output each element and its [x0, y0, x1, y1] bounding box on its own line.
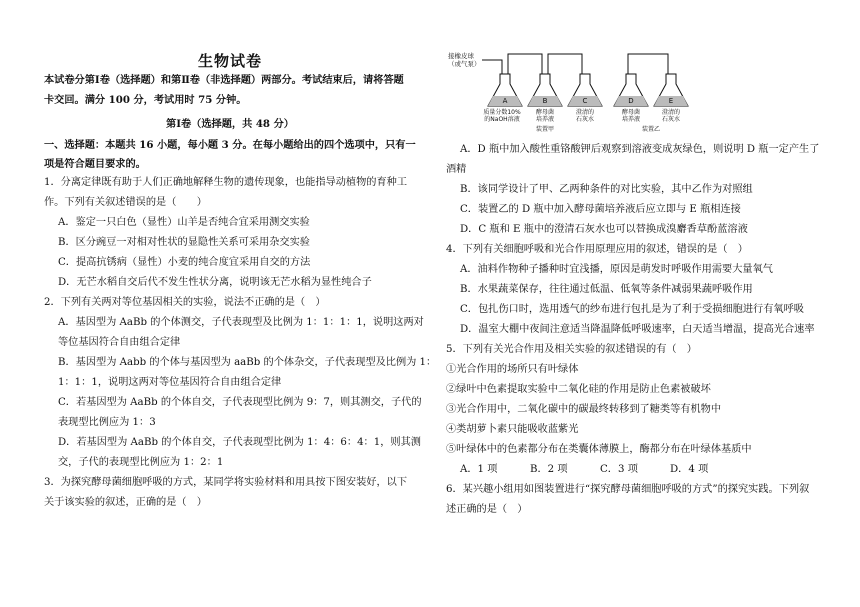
- q1-stem-2: 作。下列有关叙述错误的是（ ）: [44, 197, 207, 208]
- q3-option-c: C．装置乙的 D 瓶中加入酵母菌培养液后应立即与 E 瓶相连接: [460, 204, 741, 215]
- flask-label: 的NaOH溶液: [484, 116, 520, 123]
- q6-stem-1: 6．某兴趣小组用如图装置进行“探究酵母菌细胞呼吸的方式”的探究实践。下列叙: [446, 484, 810, 495]
- q5-item: ①光合作用的场所只有叶绿体: [446, 364, 579, 375]
- flask-letter: D: [628, 97, 634, 105]
- q3-option-d: D．C 瓶和 E 瓶中的澄清石灰水也可以替换成溴麝香草酚蓝溶液: [460, 224, 748, 235]
- q2-line: A．基因型为 AaBb 的个体测交，子代表现型及比例为 1：1：1：1，说明这两对: [58, 317, 424, 328]
- q3-stem-1: 3．为探究酵母菌细胞呼吸的方式，某同学将实验材料和用具按下图安装好，以下: [44, 477, 408, 488]
- q2-line: D．若基因型为 AaBb 的个体自交，子代表现型比例为 1：4：6：4：1，则其测: [58, 437, 421, 448]
- q2-line: 1：1：1，说明这两对等位基因符合自由组合定律: [58, 377, 282, 388]
- q3-stem-2: 关于该实验的叙述，正确的是（ ）: [44, 497, 207, 508]
- q2-line: C．若基因型为 AaBb 的个体自交，子代表现型比例为 9：7，则其测交，子代的: [58, 397, 422, 408]
- flask-label: 澄清的: [575, 109, 595, 116]
- q5-item: ③光合作用中，二氧化碳中的碳最终转移到了糖类等有机物中: [446, 404, 722, 415]
- q2-line: B．基因型为 Aabb 的个体与基因型为 aaBb 的个体杂交，子代表现型及比例为 1：: [58, 357, 437, 368]
- q2-stem: 2．下列有关两对等位基因相关的实验，说法不正确的是（ ）: [44, 297, 326, 308]
- intro-line-1: 本试卷分第Ⅰ卷（选择题）和第Ⅱ卷（非选择题）两部分。考试结束后，请将答题: [44, 74, 404, 86]
- connecting-tubes: [482, 54, 668, 74]
- q4-option-a: A．油料作物种子播种时宜浅播，原因是萌发时呼吸作用需要大量氧气: [460, 264, 773, 275]
- q3-option-a-1: A．D 瓶中加入酸性重铬酸钾后观察到溶液变成灰绿色，则说明 D 瓶一定产生了: [460, 144, 820, 155]
- q5-option-b: B．2 项: [530, 464, 568, 475]
- q5-item: ⑤叶绿体中的色素都分布在类囊体薄膜上，酶都分布在叶绿体基质中: [446, 444, 752, 455]
- q2-line: 等位基因符合自由组合定律: [58, 337, 181, 348]
- flask-letter: E: [668, 97, 674, 105]
- part1-heading: 第Ⅰ卷（选择题，共 48 分）: [166, 118, 294, 130]
- flask-label: 培养液: [535, 116, 555, 123]
- section1-line-2: 项是符合题目要求的。: [44, 158, 146, 170]
- q1-stem-1: 1．分离定律既有助于人们正确地解释生物的遗传现象，也能指导动植物的育种工: [44, 177, 408, 188]
- flask-letter: B: [542, 97, 548, 105]
- q2-line: 表现型比例应为 1：3: [58, 417, 156, 428]
- device-label-1: 装置甲: [535, 126, 555, 133]
- q5-item: ②绿叶中色素提取实验中二氧化硅的作用是防止色素被破坏: [446, 384, 711, 395]
- q4-option-c: C．包扎伤口时，选用透气的纱布进行包扎是为了利于受损细胞进行有氧呼吸: [460, 304, 804, 315]
- pump-label-2: （或气泵）: [448, 60, 481, 68]
- flask-letter: C: [582, 97, 588, 105]
- q4-stem: 4．下列有关细胞呼吸和光合作用原理应用的叙述，错误的是（ ）: [446, 244, 748, 255]
- intro-line-2: 卡交回。满分 100 分，考试用时 75 分钟。: [44, 94, 247, 106]
- q5-stem: 5．下列有关光合作用及相关实验的叙述错误的有（ ）: [446, 344, 697, 355]
- flask-label: 石灰水: [575, 116, 595, 123]
- q5-option-d: D．4 项: [670, 464, 709, 475]
- flask-letter: A: [502, 97, 508, 105]
- flask-label: 质量分数10%: [483, 109, 521, 116]
- flask-liquids: [488, 96, 688, 106]
- q1-option-a: A．鉴定一只白色（显性）山羊是否纯合宜采用测交实验: [58, 217, 310, 228]
- pump-label-1: 接橡皮球: [448, 52, 474, 60]
- flask-label: 酵母菌: [535, 109, 555, 116]
- q1-option-d: D．无芒水稻自交后代不发生性状分离，说明该无芒水稻为显性纯合子: [58, 277, 372, 288]
- q5-item: ④类胡萝卜素只能吸收蓝紫光: [446, 424, 579, 435]
- flask-label: 澄清的: [661, 109, 681, 116]
- device-label-2: 装置乙: [641, 126, 661, 133]
- experiment-apparatus-figure: [446, 48, 726, 140]
- q4-option-b: B．水果蔬菜保存，往往通过低温、低氧等条件减弱果蔬呼吸作用: [460, 284, 753, 295]
- q5-options: [460, 463, 740, 477]
- flask-label: 培养液: [621, 116, 641, 123]
- q2-line: 交，子代的表现型比例应为 1：2：1: [58, 457, 224, 468]
- q5-option-c: C．3 项: [600, 464, 638, 475]
- q3-option-b: B．该同学设计了甲、乙两种条件的对比实验，其中乙作为对照组: [460, 184, 753, 195]
- section1-line-1: 一、选择题：本题共 16 小题，每小题 3 分。在每小题给出的四个选项中，只有一: [44, 139, 416, 151]
- q4-option-d: D．温室大棚中夜间注意适当降温降低呼吸速率，白天适当增温，提高光合速率: [460, 324, 815, 335]
- q5-option-a: A．1 项: [460, 464, 498, 475]
- q1-option-b: B．区分豌豆一对相对性状的显隐性关系可采用杂交实验: [58, 237, 310, 248]
- flask-label: 石灰水: [661, 116, 681, 123]
- paper-title: 生物试卷: [197, 52, 262, 70]
- q3-option-a-2: 酒精: [446, 164, 467, 175]
- q1-option-c: C．提高抗锈病（显性）小麦的纯合度宜采用自交的方法: [58, 257, 311, 268]
- flask-label: 酵母菌: [621, 109, 641, 116]
- q6-stem-2: 述正确的是（ ）: [446, 504, 528, 515]
